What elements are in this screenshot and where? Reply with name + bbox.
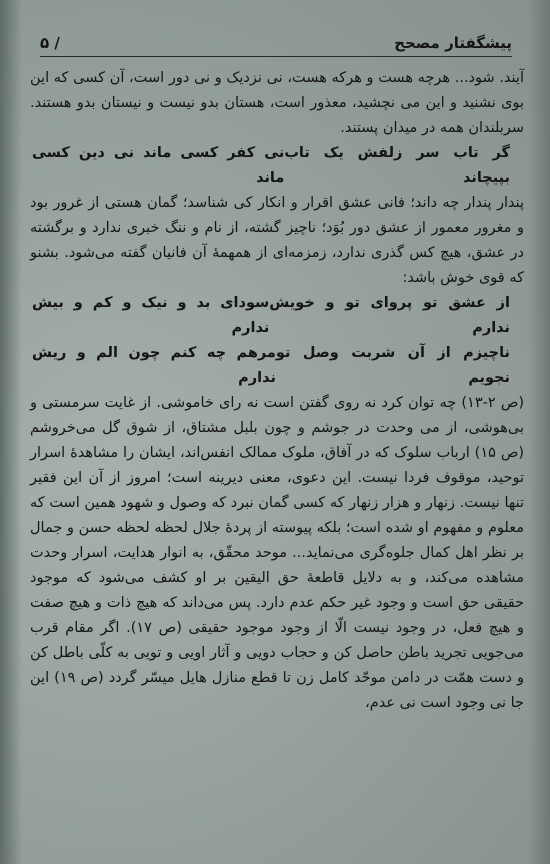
verse-1-second-hemistich: نی کفر کسی ماند نی دین کسی ماند: [32, 145, 285, 186]
verse-2-line-1-first-hemistich: از عشق تو پروای تو و خویش ندارم: [269, 295, 510, 336]
verse-2-line-1: [30, 291, 524, 341]
page-edge-shadow-right: [528, 0, 550, 864]
running-header-title: پیشگفتار مصحح: [394, 34, 512, 52]
verse-2-line-2: [30, 341, 524, 391]
verse-2-line-2-second-hemistich: مرهم چه کنم چون الم و ریش ندارم: [32, 345, 276, 386]
paragraph-3: (ص ۲-۱۳) چه توان کرد نه روی گفتن است نه رای خاموشی. از غایت سرمستی و بی‌هوشی، از می وحدت در جوشم و چون بلبل مشتاق، از شوق گل می‌خروشم (ص ۱۵) ارباب سلوک که در آفاق، ملوک ممالک انفس‌اند، ایشان را مشاهدهٔ اسرار توحید، موقوف فردا نیست. این دعوی، معنی دیرینه است؛ امروز از آن این فقیر تنها نیست. زنهار و هزار زنهار که کسی گمان نبرد که وصول و شهود همین است که معلوم و مفهوم او شده است؛ بلکه پیوسته از پردهٔ جلال لحظه لحظه حسن و جمال بر نظر اهل کمال جلوه‌گری می‌نماید... موحد محقّق، به انوار هدایت، اسرار وحدت مشاهده می‌کند، و به دلایل قاطعهٔ حق الیقین بر او کشف می‌شود که موجود حقیقی حق است و وجود غیر حکم عدم دارد. پس می‌داند که هیچ ذات و هیچ صفت و هیچ فعل، در وجود نیست الّا از وجود موجود حقیقی (ص ۱۷). اگر مقام قرب می‌جویی تجرید باطن حاصل کن و حجاب دویی و آثار اویی و تویی به کلّی باطل کن و دست همّت در دامن موحّد کامل زن تا قطع منازل هایل میسّر گردد (ص ۱۹) این جا نی وجود است نی عدم،: [30, 395, 525, 711]
verse-2-line-2-first-hemistich: ناچیزم از آن شربت وصل تو نجویم: [275, 345, 510, 386]
running-header: [40, 34, 512, 57]
verse-1-first-hemistich: گر تاب سر زلفش یک تاب بپیچاند: [284, 145, 510, 186]
verse-1: [30, 141, 524, 191]
page-body: [30, 66, 524, 864]
verse-2-line-1-second-hemistich: سودای بد و نیک و کم و بیش ندارم: [32, 295, 270, 336]
page-number: / ۵: [40, 34, 60, 52]
paragraph-1: آیند. شود... هرچه هست و هرکه هست، نی نزدیک و نی دور است، آن کسی که این بوی نشنید و این می نچشید، معذور است، هستان بدو نیست و نیستان بدو هستند. سربلندان همه در میدان پستند.: [30, 70, 524, 136]
page-edge-shadow-left: [0, 0, 22, 864]
paragraph-2: پندار پندار چه داند؛ فانی عشق اقرار و انکار کی شناسد؛ گمان هستی از غرور بود و مغرور معمور از عشق دور بُوَد؛ ناچیز گشته، از نام و ننگ خبری ندارد و برگشته در عشق، هیچ کس گذری ندارد، زمزمه‌ای از همهمهٔ آن فانیان گفته می‌شود. بشنو که قوی خوش باشد:: [30, 195, 524, 286]
